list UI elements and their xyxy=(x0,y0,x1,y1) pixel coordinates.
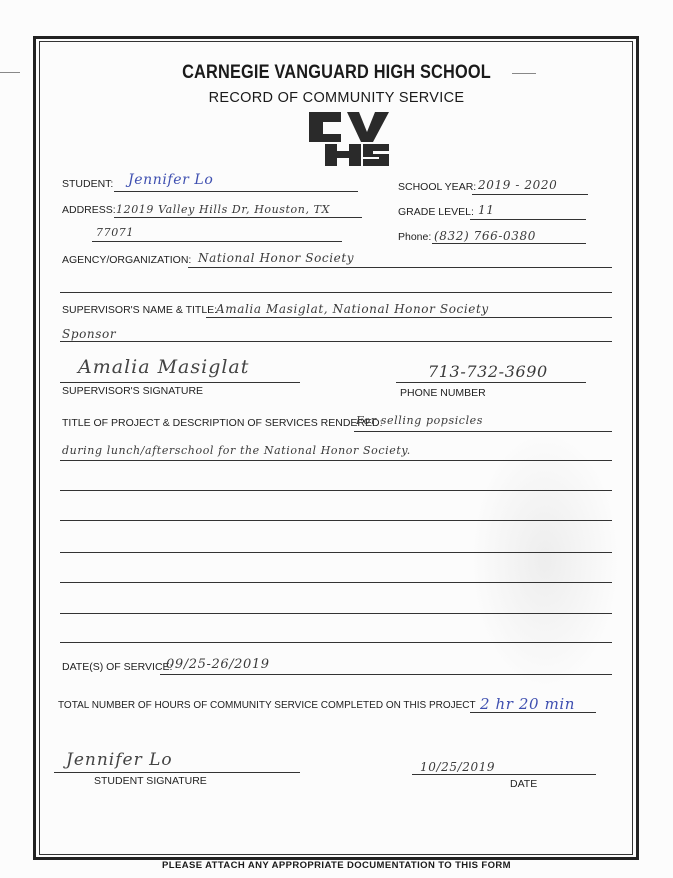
hours-line xyxy=(470,712,596,713)
supervisor-signature-line xyxy=(60,382,300,383)
scan-mark xyxy=(0,72,20,73)
scan-smudge xyxy=(470,430,620,690)
grade-level-line xyxy=(470,219,586,220)
student-signature-label: STUDENT SIGNATURE xyxy=(94,775,207,787)
agency-line xyxy=(188,267,612,268)
supervisor-line xyxy=(206,317,612,318)
dates-label: DATE(S) OF SERVICE: xyxy=(62,661,173,673)
grade-level-value: 11 xyxy=(478,203,495,217)
student-name-value: Jennifer Lo xyxy=(128,172,214,188)
hours-label: TOTAL NUMBER OF HOURS OF COMMUNITY SERVICE COMPLETED ON THIS PROJECT xyxy=(58,700,476,711)
signed-date-value: 10/25/2019 xyxy=(420,760,496,774)
phone-line xyxy=(432,243,586,244)
student-label: STUDENT: xyxy=(62,178,114,190)
grade-level-label: GRADE LEVEL: xyxy=(398,206,474,218)
project-value-line2: during lunch/afterschool for the National Honor Society. xyxy=(62,444,411,457)
project-line-6 xyxy=(60,582,612,583)
project-line-2 xyxy=(60,460,612,461)
dates-value: 09/25-26/2019 xyxy=(166,657,270,672)
school-year-value: 2019 - 2020 xyxy=(478,178,558,192)
address-line1 xyxy=(114,217,362,218)
project-value-line1: For selling popsicles xyxy=(356,414,484,427)
date-label: DATE xyxy=(510,778,538,790)
agency-line-2 xyxy=(60,292,612,293)
supervisor-signature-value: Amalia Masiglat xyxy=(78,356,250,378)
school-year-label: SCHOOL YEAR: xyxy=(398,181,477,193)
project-line-5 xyxy=(60,552,612,553)
school-name: CARNEGIE VANGUARD HIGH SCHOOL xyxy=(182,62,491,83)
supervisor-phone-value: 713-732-3690 xyxy=(428,362,548,381)
student-signature-value: Jennifer Lo xyxy=(66,750,173,770)
address-line1-value: 12019 Valley Hills Dr, Houston, TX xyxy=(116,203,331,216)
supervisor-line-2 xyxy=(60,341,612,342)
project-line-1 xyxy=(354,431,612,432)
hours-value: 2 hr 20 min xyxy=(480,695,576,713)
phone-label: Phone: xyxy=(398,231,432,243)
student-signature-line xyxy=(54,772,300,773)
school-logo xyxy=(303,108,395,166)
dates-line xyxy=(160,674,612,675)
supervisor-title-value: Sponsor xyxy=(62,327,117,341)
school-year-line xyxy=(472,194,588,195)
project-label: TITLE OF PROJECT & DESCRIPTION OF SERVICES RENDERED: xyxy=(62,417,383,429)
student-line xyxy=(114,191,358,192)
project-line-8 xyxy=(60,642,612,643)
address-line2-value: 77071 xyxy=(96,226,134,239)
project-line-3 xyxy=(60,490,612,491)
address-line2 xyxy=(92,241,342,242)
agency-value: National Honor Society xyxy=(198,251,355,265)
address-label: ADDRESS: xyxy=(62,204,116,216)
supervisor-signature-label: SUPERVISOR'S SIGNATURE xyxy=(62,385,204,397)
signed-date-line xyxy=(412,774,596,775)
phone-number-label: PHONE NUMBER xyxy=(400,387,486,399)
footer-note: PLEASE ATTACH ANY APPROPRIATE DOCUMENTATION TO THIS FORM xyxy=(162,860,511,871)
supervisor-label: SUPERVISOR'S NAME & TITLE: xyxy=(62,304,218,316)
form-title: RECORD OF COMMUNITY SERVICE xyxy=(208,90,465,106)
supervisor-name-value: Amalia Masiglat, National Honor Society xyxy=(216,302,489,316)
phone-value: (832) 766-0380 xyxy=(434,229,536,243)
agency-label: AGENCY/ORGANIZATION: xyxy=(62,254,192,266)
project-line-4 xyxy=(60,520,612,521)
supervisor-phone-line xyxy=(396,382,586,383)
project-line-7 xyxy=(60,613,612,614)
